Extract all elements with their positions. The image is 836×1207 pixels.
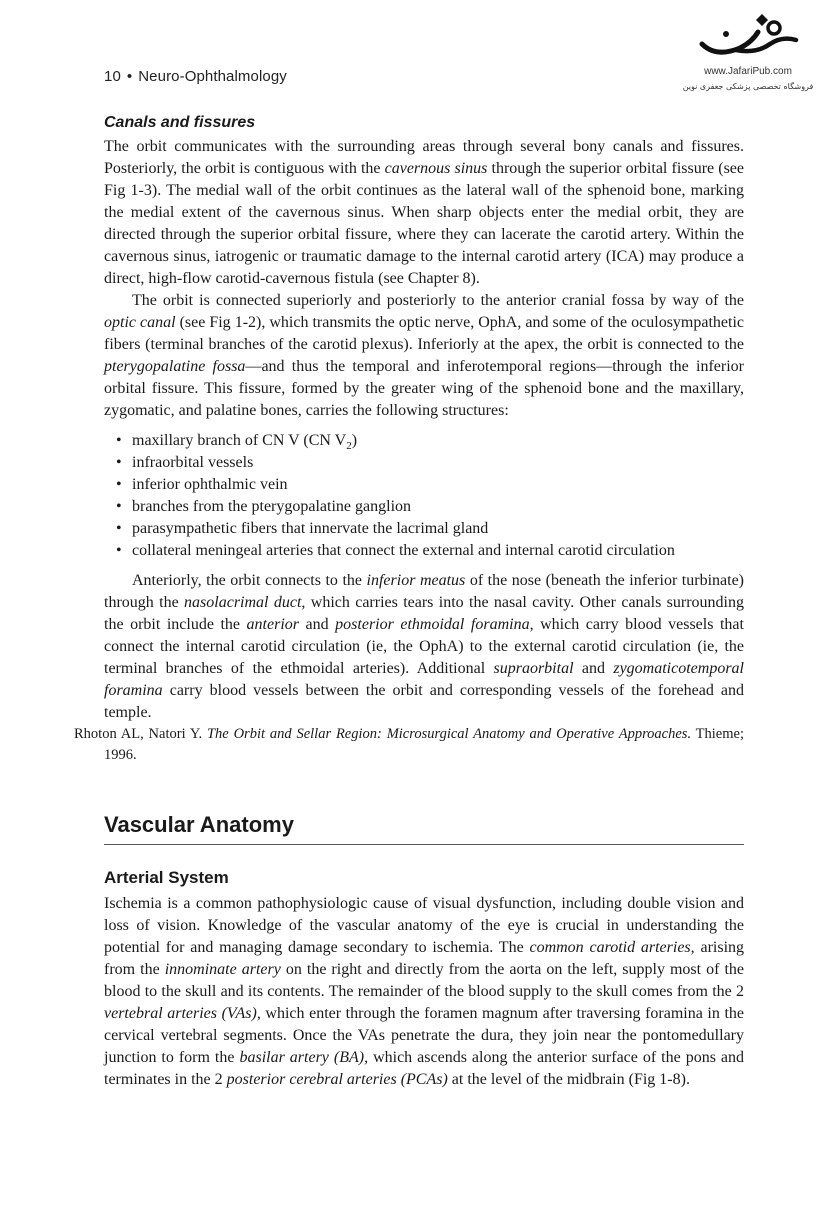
- list-item: • branches from the pterygopalatine ganglion: [116, 496, 744, 518]
- text-run: which carry blood vessels that connect the internal carotid circulation (ie, the OphA) to the external carotid circulation (ie, the terminal branches of the ethmoidal arteries). Additional: [104, 616, 744, 677]
- canals-paragraph-3: [104, 570, 744, 724]
- book-title: Neuro-Ophthalmology: [138, 68, 287, 85]
- list-item: • inferior ophthalmic vein: [116, 474, 744, 496]
- text-run: Rhoton AL, Natori Y.: [74, 726, 207, 742]
- publisher-logo: [678, 14, 818, 100]
- arterial-system-heading: Arterial System: [104, 868, 229, 887]
- text-run: which ascends along the anterior surface of the pons and terminates in the 2: [104, 1049, 745, 1088]
- text-run: The orbit communicates with the surrounding areas through several bony canals and fissures. Posteriorly, the orbit is contiguous with the: [104, 138, 744, 177]
- text-run: through the superior orbital fissure (see Fig 1-3). The medial wall of the orbit continues as the lateral wall of the sphenoid bone, marking the medial extent of the cavernous sinus. When sharp objects enter the medial orbit, they are directed through the superior orbital fissure, where they can lacerate the carotid artery. Within the cavernous sinus, iatrogenic or traumatic damage to the internal carotid artery (ICA) may produce a direct, high-flow carotid-cavernous fistula (see Chapter 8).: [104, 160, 745, 287]
- text-run: Ischemia is a common pathophysiologic cause of visual dysfunction, including double vision and loss of vision. Knowledge of the vascular anatomy of the eye is crucial in understanding the potential for and managing damage secondary to ischemia. The: [104, 895, 744, 956]
- canals-heading: Canals and fissures: [104, 114, 256, 131]
- list-item: • infraorbital vessels: [116, 452, 744, 474]
- term-vertebral-arteries: vertebral arteries (VAs),: [104, 1005, 261, 1022]
- vascular-anatomy-heading: Vascular Anatomy: [104, 810, 744, 845]
- text-run: The orbit is connected superiorly and posteriorly to the anterior cranial fossa by way of the: [132, 292, 744, 309]
- term-posterior-cerebral-arteries: posterior cerebral arteries (PCAs): [226, 1071, 448, 1088]
- text-run: Thieme; 1996.: [104, 726, 744, 763]
- term-nasolacrimal-duct: nasolacrimal duct,: [184, 594, 306, 611]
- list-item: [116, 430, 744, 452]
- canals-paragraph-1: [104, 136, 744, 290]
- reference-citation: [74, 724, 744, 766]
- text-run: carry blood vessels between the orbit and corresponding vessels of the forehead and temple.: [104, 682, 744, 721]
- term-supraorbital: supraorbital: [493, 660, 574, 677]
- text-run: maxillary branch of CN V (CN V: [132, 432, 347, 449]
- term-innominate-artery: innominate artery: [164, 961, 281, 978]
- text-run: arising from the: [104, 939, 745, 978]
- text-run: (see Fig 1-2), which transmits the optic nerve, OphA, and some of the oculosympathetic fibers (terminal branches of the carotid plexus). Inferiorly at the apex, the orbit is connected to the: [104, 314, 745, 353]
- page-number: 10: [104, 68, 121, 85]
- text-run: which enter through the foramen magnum after traversing foramina in the cervical vertebral segments. Once the VAs penetrate the dura, they join near the pontomedullary junction to form the: [104, 1005, 745, 1066]
- publisher-tagline: فروشگاه تخصصی پزشکی جعفری نوین: [682, 82, 814, 91]
- term-zygomaticotemporal-foramina: zygomaticotemporal foramina: [104, 660, 744, 699]
- term-posterior-ethmoidal-foramina: posterior ethmoidal foramina,: [335, 616, 534, 633]
- subscript: 2: [346, 440, 352, 453]
- text-run: ): [351, 432, 358, 449]
- list-item: • parasympathetic fibers that innervate the lacrimal gland: [116, 518, 744, 540]
- text-run: and: [573, 660, 614, 677]
- text-run: and: [299, 616, 336, 633]
- list-item: • collateral meningeal arteries that connect the external and internal carotid circulation: [116, 540, 744, 562]
- structures-list: [104, 430, 744, 562]
- term-optic-canal: optic canal: [104, 314, 176, 331]
- page-content: [74, 108, 745, 1091]
- reference-title: The Orbit and Sellar Region: Microsurgical Anatomy and Operative Approaches.: [206, 726, 692, 742]
- canals-paragraph-2: [104, 290, 744, 422]
- publisher-url: www.JafariPub.com: [704, 66, 792, 77]
- term-basilar-artery: basilar artery (BA),: [239, 1049, 369, 1066]
- term-inferior-meatus: inferior meatus: [366, 572, 466, 589]
- text-run: at the level of the midbrain (Fig 1-8).: [447, 1071, 690, 1088]
- term-anterior: anterior: [246, 616, 299, 633]
- term-cavernous-sinus: cavernous sinus: [384, 160, 488, 177]
- term-pterygopalatine-fossa: pterygopalatine fossa: [104, 358, 246, 375]
- text-run: Anteriorly, the orbit connects to the: [132, 572, 367, 589]
- text-run: which carries tears into the nasal cavity. Other canals surrounding the orbit include the: [104, 594, 745, 633]
- text-run: of the nose (beneath the inferior turbinate) through the: [104, 572, 744, 611]
- term-common-carotid-arteries: common carotid arteries,: [529, 939, 695, 956]
- publisher-logo-icon: [696, 14, 802, 62]
- header-bullet: •: [126, 68, 133, 85]
- arterial-paragraph-1: [104, 893, 744, 1091]
- running-head: [104, 68, 287, 85]
- text-run: on the right and directly from the aorta on the left, supply most of the blood to the skull and its contents. The remainder of the blood supply to the skull comes from the 2: [104, 961, 745, 1000]
- text-run: —and thus the temporal and inferotemporal regions—through the inferior orbital fissure. This fissure, formed by the greater wing of the sphenoid bone and the maxillary, zygomatic, and palatine bones, carries the following structures:: [104, 358, 744, 419]
